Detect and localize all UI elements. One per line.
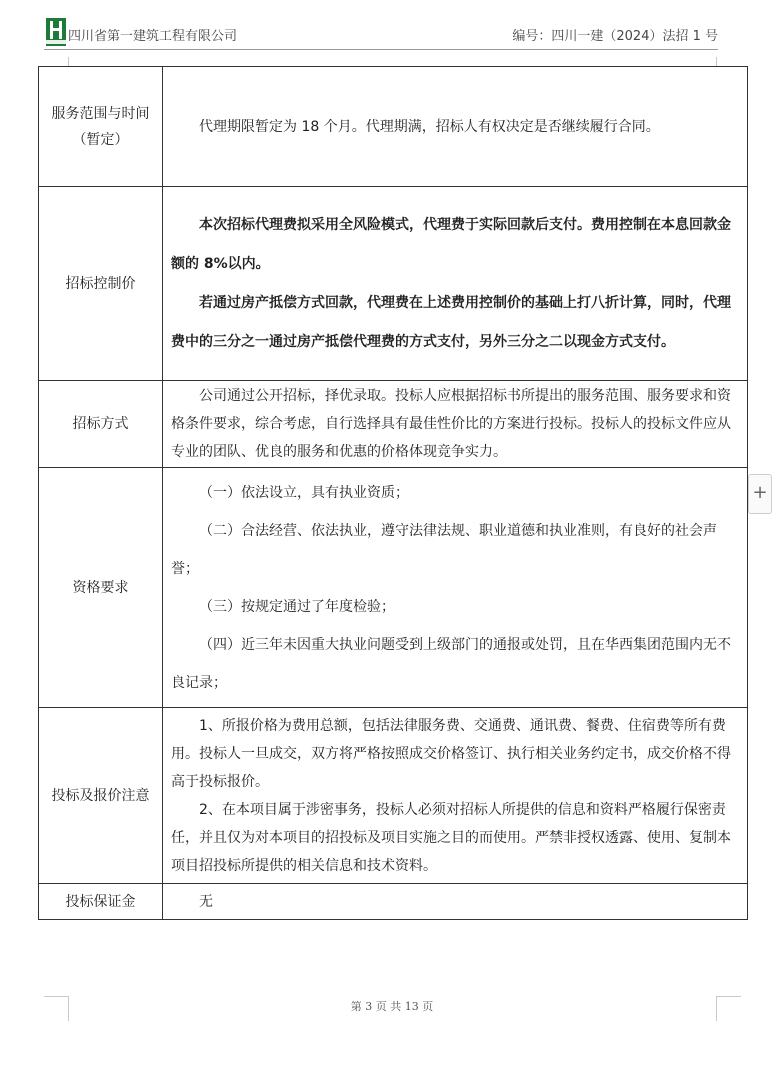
paragraph: 无 [199,893,213,910]
paragraph: 代理期限暂定为 18 个月。代理期满，招标人有权决定是否继续履行合同。 [199,118,660,135]
row-content-bid-bond [163,884,748,920]
paragraph: （三）按规定通过了年度检验； [199,598,395,615]
table-row [39,708,748,884]
paragraph: （四）近三年未因重大执业问题受到上级部门的通报或处罚，且在华西集团范围内无不良记录； [171,636,731,691]
table-row [39,884,748,920]
plus-icon: + [752,482,768,503]
table-row [39,468,748,708]
row-label-bid-bond: 投标保证金 [39,884,163,920]
row-label-qualification: 资格要求 [39,468,163,708]
row-label-bid-notes: 投标及报价注意 [39,708,163,884]
table-row [39,381,748,468]
paragraph: （二）合法经营、依法执业，遵守法律法规、职业道德和执业准则，有良好的社会声誉； [171,522,717,577]
row-content-bid-notes [163,708,748,884]
table-row [39,67,748,187]
paragraph: 公司通过公开招标，择优录取。投标人应根据招标书所提出的服务范围、服务要求和资格条件要求，综合考虑，自行选择具有最佳性价比的方案进行投标。投标人的投标文件应从专业的团队、优良的服务和优惠的价格体现竞争实力。 [171,388,731,460]
paragraph: 本次招标代理费拟采用全风险模式，代理费于实际回款后支付。费用控制在本息回款金额的 8%以内。 [171,216,731,272]
paragraph: 2、在本项目属于涉密事务，投标人必须对招标人所提供的信息和资料严格履行保密责任，并且仅为对本项目的招投标及项目实施之目的而使用。严禁非授权透露、使用、复制本项目招投标所提供的相关信息和技术资料。 [171,801,731,874]
row-label-service-scope: 服务范围与时间（暂定） [39,67,163,187]
row-content-control-price [163,187,748,381]
document-number: 编号：四川一建（2024）法招 1 号 [512,29,718,44]
company-name: 四川省第一建筑工程有限公司 [68,29,238,44]
paragraph: 1、所报价格为费用总额，包括法律服务费、交通费、通讯费、餐费、住宿费等所有费用。投标人一旦成交，双方将严格按照成交价格签订、执行相关业务约定书，成交价格不得高于投标报价。 [171,717,731,790]
row-label-control-price: 招标控制价 [39,187,163,381]
row-content-service-scope [163,67,748,187]
bidding-info-table [38,66,748,920]
header-rule [44,49,718,50]
paragraph: （一）依法设立，具有执业资质； [199,484,409,501]
row-label-bidding-method: 招标方式 [39,381,163,468]
page-header [44,16,718,50]
company-logo [46,18,66,46]
row-content-bidding-method [163,381,748,468]
page-number: 第 3 页 共 13 页 [350,1000,434,1013]
row-content-qualification [163,468,748,708]
add-button[interactable] [748,474,772,514]
table-row [39,187,748,381]
paragraph: 若通过房产抵偿方式回款，代理费在上述费用控制价的基础上打八折计算，同时，代理费中的三分之一通过房产抵偿代理费的方式支付，另外三分之二以现金方式支付。 [171,294,731,350]
